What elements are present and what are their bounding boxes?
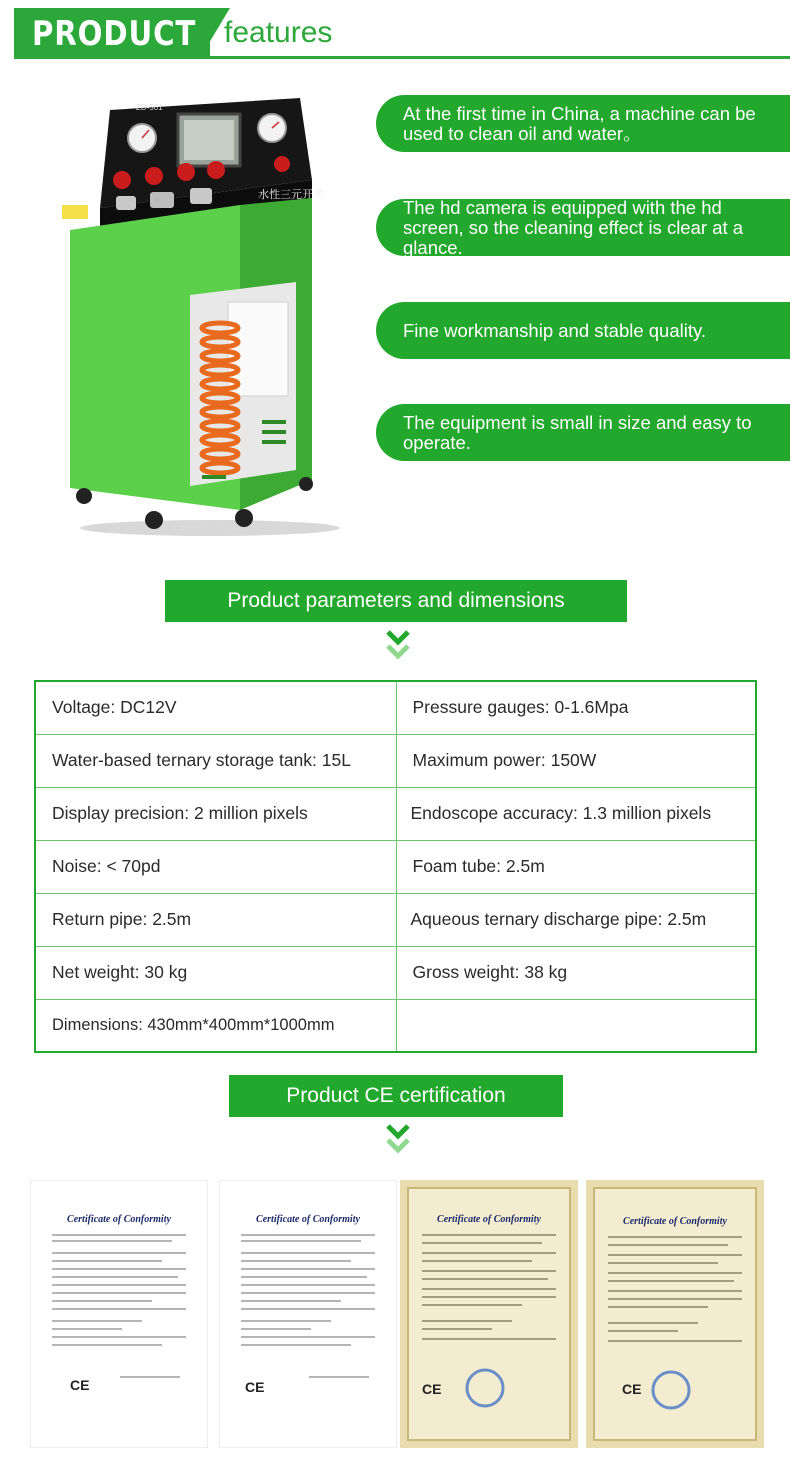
- header-title: PRODUCT: [32, 14, 197, 54]
- table-cell: Maximum power: 150W: [396, 734, 756, 787]
- machine-switch-label: 水性三元开关: [258, 188, 324, 201]
- feature-text: Fine workmanship and stable quality.: [403, 319, 707, 341]
- feature-pill: [376, 196, 790, 258]
- chevron-down-icon: [385, 1122, 411, 1156]
- machine-model-label: ZD-501: [136, 103, 163, 112]
- table-cell: Pressure gauges: 0-1.6Mpa: [396, 681, 756, 734]
- table-row: [35, 893, 756, 946]
- table-cell: Display precision: 2 million pixels: [35, 787, 396, 840]
- ce-mark: CE: [245, 1379, 265, 1395]
- table-cell: Dimensions: 430mm*400mm*1000mm: [35, 999, 396, 1052]
- certificate-image: [586, 1180, 764, 1448]
- certificate-title: Certificate of Conformity: [623, 1216, 727, 1227]
- certificate-image: [30, 1180, 208, 1448]
- table-cell: Net weight: 30 kg: [35, 946, 396, 999]
- feature-pill: [376, 95, 790, 152]
- header-divider: [14, 56, 790, 59]
- header-subtitle: features: [224, 16, 333, 49]
- parameter-table: [34, 680, 757, 1053]
- machine-image: [50, 80, 370, 540]
- table-cell: Return pipe: 2.5m: [35, 893, 396, 946]
- certificate-image: [219, 1180, 397, 1448]
- table-cell: Endoscope accuracy: 1.3 million pixels: [396, 787, 756, 840]
- feature-text: The equipment is small in size and easy to operate.: [403, 411, 752, 453]
- feature-text: The hd camera is equipped with the hd screen, so the cleaning effect is clear at a glance.: [403, 196, 744, 258]
- table-row: [35, 840, 756, 893]
- table-cell: Voltage: DC12V: [35, 681, 396, 734]
- table-row: [35, 787, 756, 840]
- table-row: [35, 681, 756, 734]
- feature-pill: [376, 302, 790, 359]
- table-cell: Aqueous ternary discharge pipe: 2.5m: [396, 893, 756, 946]
- chevron-down-icon: [385, 628, 411, 662]
- table-cell: Water-based ternary storage tank: 15L: [35, 734, 396, 787]
- certificate-title: Certificate of Conformity: [67, 1214, 171, 1225]
- page-header: [0, 0, 790, 62]
- ce-banner-label: Product CE certification: [286, 1084, 506, 1107]
- ce-mark: CE: [70, 1377, 90, 1393]
- feature-pill: [376, 404, 790, 461]
- certificate-image: [400, 1180, 578, 1448]
- table-row: [35, 999, 756, 1052]
- header-title-box: [14, 8, 210, 58]
- table-row: [35, 946, 756, 999]
- ce-mark: CE: [622, 1381, 642, 1397]
- ce-banner: [229, 1075, 563, 1117]
- feature-text: At the first time in China, a machine can be used to clean oil and water。: [403, 102, 756, 144]
- table-cell: Gross weight: 38 kg: [396, 946, 756, 999]
- table-row: [35, 734, 756, 787]
- table-cell: Noise: < 70pd: [35, 840, 396, 893]
- params-banner: [165, 580, 627, 622]
- table-cell: Foam tube: 2.5m: [396, 840, 756, 893]
- params-banner-label: Product parameters and dimensions: [227, 589, 565, 612]
- certificate-title: Certificate of Conformity: [437, 1214, 541, 1225]
- certificate-title: Certificate of Conformity: [256, 1214, 360, 1225]
- table-cell: [396, 999, 756, 1052]
- ce-mark: CE: [422, 1381, 442, 1397]
